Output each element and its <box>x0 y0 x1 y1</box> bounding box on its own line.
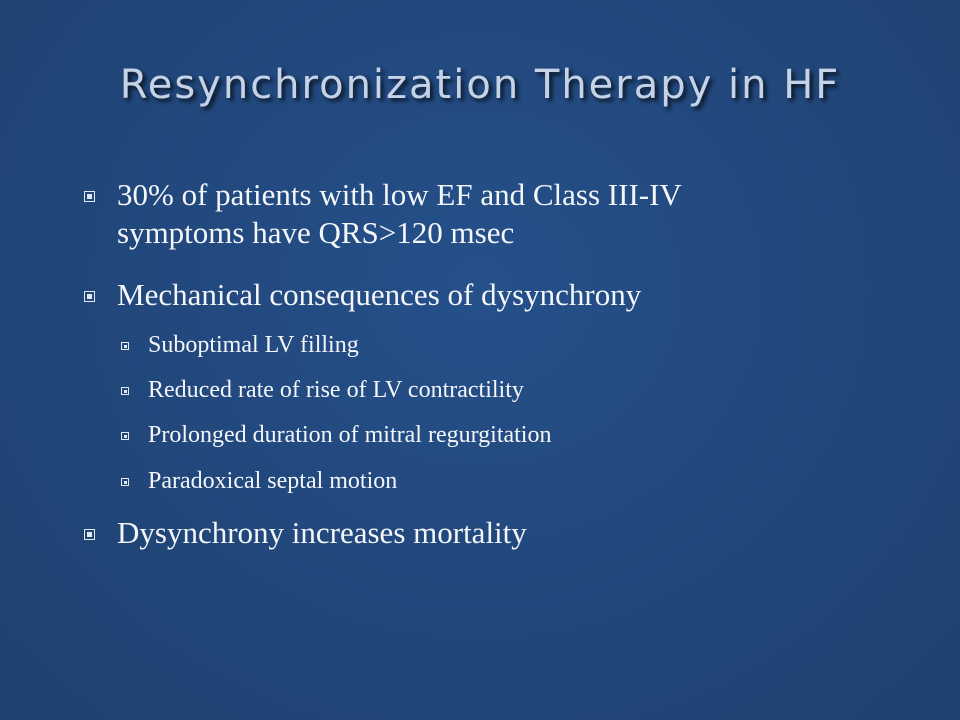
square-bullet-icon <box>84 291 95 302</box>
small-square-bullet-icon <box>121 387 129 395</box>
bullet-text-line: symptoms have QRS>120 msec <box>117 215 515 250</box>
slide-title: Resynchronization Therapy in HF <box>119 62 841 108</box>
bullet-item <box>117 514 527 552</box>
sub-bullet-text: Reduced rate of rise of LV contractility <box>148 377 524 403</box>
sub-bullet-text: Paradoxical septal motion <box>148 468 398 494</box>
bullet-text: Dysynchrony increases mortality <box>117 515 527 550</box>
small-square-bullet-icon <box>121 478 129 486</box>
square-bullet-icon <box>84 191 95 202</box>
small-square-bullet-icon <box>121 342 129 350</box>
sub-bullet-text: Prolonged duration of mitral regurgitation <box>148 422 552 448</box>
square-bullet-icon <box>84 529 95 540</box>
bullet-item <box>117 276 641 314</box>
sub-bullet-item <box>148 420 551 450</box>
bullet-text: Mechanical consequences of dysynchrony <box>117 277 642 312</box>
sub-bullet-item <box>148 330 359 360</box>
bullet-item <box>117 176 682 252</box>
sub-bullet-item <box>148 375 524 405</box>
sub-bullet-text: Suboptimal LV filling <box>148 332 359 358</box>
small-square-bullet-icon <box>121 432 129 440</box>
sub-bullet-item <box>148 466 397 496</box>
bullet-text-line: 30% of patients with low EF and Class III-IV <box>117 177 682 212</box>
